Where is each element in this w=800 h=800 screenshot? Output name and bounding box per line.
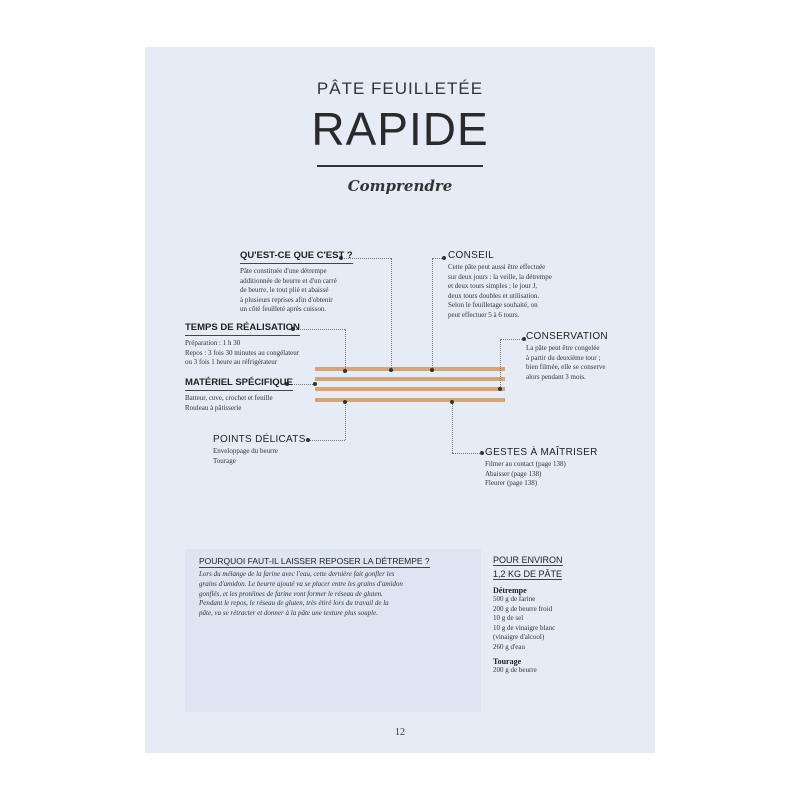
explanation-box [185, 549, 481, 712]
ingredient-item: 260 g d'eau [493, 642, 525, 651]
callout-text-line: Enveloppage du beurre [213, 447, 278, 455]
connector-line [452, 402, 453, 453]
callout-text-line: additionnée de beurre et d'un carré [240, 276, 337, 285]
connector-dot [343, 369, 347, 373]
callout-advice [448, 250, 552, 321]
callout-text-line: Cette pâte peut aussi être effectuée [448, 263, 546, 271]
callout-skills [485, 447, 598, 489]
callout-text-line: ou 3 fois 1 heure au réfrigérateur [185, 358, 278, 367]
connector-dot [389, 368, 393, 372]
callout-text-line: Préparation : 1 h 30 [185, 339, 241, 347]
connector-line [293, 329, 345, 330]
connector-dot [442, 256, 446, 260]
connector-dot [498, 387, 502, 391]
callout-storage [526, 331, 608, 382]
callout-text-line: deux tours doubles et utilisation. [448, 291, 540, 300]
connector-dot [430, 368, 434, 372]
ingredients-heading [493, 553, 563, 581]
ingredient-item: 200 g de beurre froid [493, 604, 553, 613]
ingredient-item: 10 g de sel [493, 614, 524, 623]
callout-text-line: alors pendant 3 mois. [526, 372, 586, 381]
callout-text-line: sur deux jours : la veille, la détrempe [448, 272, 552, 281]
pastry-layer [315, 387, 505, 391]
callout-equipment [185, 377, 293, 413]
callout-heading: QU'EST-CE QUE C'EST ? [240, 250, 353, 264]
connector-dot [313, 382, 317, 386]
callout-text-line: Pâte constituée d'une détrempe [240, 267, 327, 275]
ingredients-heading-line: POUR ENVIRON [493, 555, 563, 565]
callout-heading: CONSEIL [448, 250, 495, 261]
callout-heading: MATÉRIEL SPÉCIFIQUE [185, 377, 293, 391]
pastry-layer [315, 377, 505, 381]
connector-dot [450, 400, 454, 404]
connector-line [308, 440, 345, 441]
title-rule [317, 165, 483, 167]
connector-line [500, 339, 501, 389]
detrempe-title: Détrempe [493, 586, 527, 595]
explanation-text-line: gonflés, et les protéines de farine vont former le réseau de gluten. [199, 589, 383, 598]
callout-text-line: Batteur, cuve, crochet et feuille [185, 394, 273, 402]
section-subtitle: Comprendre [347, 177, 453, 195]
connector-line [432, 258, 433, 370]
connector-dot [343, 400, 347, 404]
callout-heading: GESTES À MAÎTRISER [485, 447, 598, 458]
explanation-text-line: pâte, va se rétracter et donner à la pâte une texture plus souple. [199, 609, 378, 618]
callout-heading: TEMPS DE RÉALISATION [185, 322, 300, 336]
callout-heading: POINTS DÉLICATS [213, 434, 306, 445]
callout-prep-time [185, 322, 300, 368]
page-number: 12 [395, 727, 405, 738]
callout-text-line: Repos : 3 fois 30 minutes au congélateur [185, 348, 300, 357]
callout-text-line: Rouleau à pâtisserie [185, 403, 242, 412]
callout-text-line: Fleurer (page 138) [485, 479, 538, 488]
connector-dot [480, 451, 484, 455]
callout-text-line: Filmer au contact (page 138) [485, 460, 566, 468]
explanation-heading: POURQUOI FAUT-IL LAISSER REPOSER LA DÉTREMPE ? [199, 556, 430, 566]
connector-line [391, 258, 392, 370]
recipe-page [145, 47, 655, 753]
connector-line [345, 402, 346, 440]
connector-line [345, 329, 346, 371]
callout-text-line: à plusieurs reprises afin d'obtenir [240, 295, 333, 304]
ingredient-item: 10 g de vinaigre blanc [493, 623, 556, 632]
ingredients-panel [493, 553, 563, 675]
supertitle: PÂTE FEUILLETÉE [316, 79, 484, 98]
callout-text-line: Tourage [213, 456, 236, 465]
callout-text-line: La pâte peut être congelée [526, 344, 600, 352]
callout-heading: CONSERVATION [526, 331, 608, 342]
callout-text-line: Abaisser (page 138) [485, 469, 542, 478]
ingredients-heading-line: 1,2 KG DE PÂTE [493, 569, 563, 579]
callout-text-line: un côté feuilleté après cuisson. [240, 305, 327, 314]
connector-line [500, 339, 524, 340]
callout-tricky-points [213, 434, 306, 466]
callout-text-line: et deux tours simples ; le jour J, [448, 282, 538, 291]
callout-text-line: de beurre, le tout plié et abaissé [240, 286, 329, 295]
ingredient-item: (vinaigre d'alcool) [493, 633, 545, 642]
tourage-title: Tourage [493, 656, 522, 666]
explanation-text-line: Pendant le repos, le réseau de gluten, très étiré lors du travail de la [199, 599, 389, 608]
callout-text-line: à partir du deuxième tour ; [526, 353, 601, 362]
connector-line [452, 453, 482, 454]
ingredient-item: 500 g de farine [493, 595, 536, 603]
connector-dot [306, 438, 310, 442]
callout-text-line: peut effectuer 5 à 6 tours. [448, 310, 520, 319]
callout-text-line: bien filmée, elle se conserve [526, 363, 606, 372]
page-title: RAPIDE [311, 103, 489, 155]
ingredient-item: 200 g de beurre [493, 665, 537, 674]
explanation-text-line: Lors du mélange de la farine avec l'eau, cette dernière fait gonfler les [199, 570, 395, 578]
callout-definition [240, 250, 353, 315]
callout-text-line: Selon le feuilletage souhaité, on [448, 301, 538, 310]
explanation-text-line: grains d'amidon. Le beurre ajouté va se placer entre les grains d'amidon [199, 579, 403, 588]
